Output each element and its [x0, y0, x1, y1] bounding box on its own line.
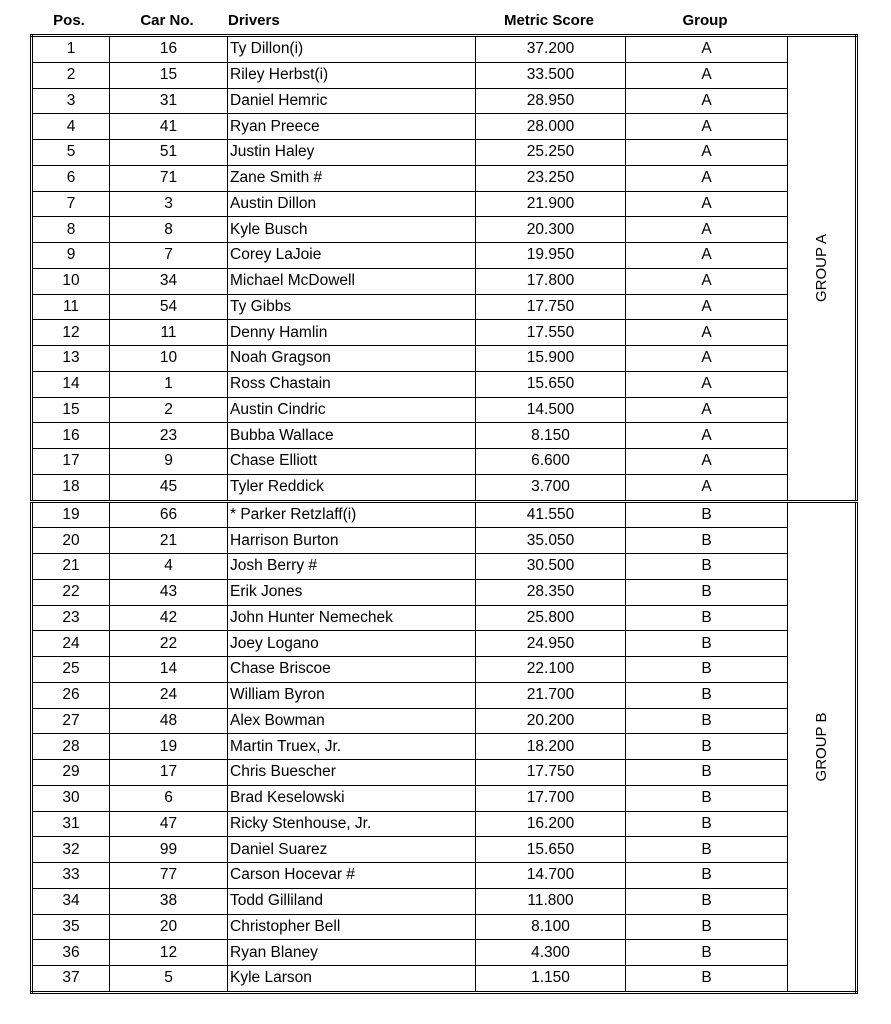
cell-driver: Tyler Reddick: [228, 474, 476, 501]
cell-pos: 22: [32, 579, 110, 605]
cell-driver: Chase Briscoe: [228, 657, 476, 683]
cell-metric-score: 24.950: [476, 631, 626, 657]
table-row: [32, 140, 857, 166]
cell-driver: Austin Cindric: [228, 397, 476, 423]
cell-group: A: [626, 474, 788, 501]
table-row: [32, 760, 857, 786]
cell-metric-score: 20.300: [476, 217, 626, 243]
cell-pos: 35: [32, 914, 110, 940]
cell-group: A: [626, 217, 788, 243]
cell-group: A: [626, 449, 788, 475]
cell-group: B: [626, 760, 788, 786]
cell-pos: 2: [32, 62, 110, 88]
cell-car-no: 4: [110, 554, 228, 580]
header-drivers: Drivers: [228, 12, 280, 29]
cell-metric-score: 23.250: [476, 165, 626, 191]
cell-metric-score: 16.200: [476, 811, 626, 837]
cell-group: A: [626, 36, 788, 63]
cell-metric-score: 19.950: [476, 243, 626, 269]
cell-car-no: 14: [110, 657, 228, 683]
cell-driver: John Hunter Nemechek: [228, 605, 476, 631]
cell-car-no: 43: [110, 579, 228, 605]
cell-group: A: [626, 346, 788, 372]
cell-car-no: 77: [110, 863, 228, 889]
cell-group: B: [626, 914, 788, 940]
cell-pos: 1: [32, 36, 110, 63]
cell-driver: Riley Herbst(i): [228, 62, 476, 88]
cell-pos: 20: [32, 528, 110, 554]
cell-group: B: [626, 579, 788, 605]
cell-pos: 36: [32, 940, 110, 966]
cell-car-no: 9: [110, 449, 228, 475]
table-row: [32, 657, 857, 683]
cell-group: B: [626, 785, 788, 811]
cell-group: B: [626, 811, 788, 837]
cell-car-no: 38: [110, 888, 228, 914]
cell-car-no: 12: [110, 940, 228, 966]
cell-driver: Harrison Burton: [228, 528, 476, 554]
cell-pos: 32: [32, 837, 110, 863]
cell-car-no: 10: [110, 346, 228, 372]
cell-pos: 24: [32, 631, 110, 657]
cell-group: A: [626, 140, 788, 166]
cell-metric-score: 35.050: [476, 528, 626, 554]
cell-metric-score: 15.650: [476, 837, 626, 863]
cell-car-no: 41: [110, 114, 228, 140]
cell-group: B: [626, 528, 788, 554]
cell-driver: Daniel Suarez: [228, 837, 476, 863]
standings-body: [32, 36, 857, 993]
table-row: [32, 682, 857, 708]
table-row: [32, 36, 857, 63]
table-header: [30, 10, 855, 32]
group-a-label-cell: [788, 36, 857, 502]
cell-metric-score: 1.150: [476, 966, 626, 993]
cell-group: A: [626, 423, 788, 449]
cell-car-no: 48: [110, 708, 228, 734]
cell-metric-score: 17.700: [476, 785, 626, 811]
cell-metric-score: 17.800: [476, 268, 626, 294]
table-row: [32, 528, 857, 554]
table-row: [32, 191, 857, 217]
cell-driver: Martin Truex, Jr.: [228, 734, 476, 760]
cell-pos: 21: [32, 554, 110, 580]
cell-pos: 28: [32, 734, 110, 760]
cell-group: B: [626, 966, 788, 993]
cell-metric-score: 17.750: [476, 294, 626, 320]
cell-car-no: 6: [110, 785, 228, 811]
cell-car-no: 8: [110, 217, 228, 243]
cell-driver: Austin Dillon: [228, 191, 476, 217]
table-row: [32, 554, 857, 580]
table-row: [32, 579, 857, 605]
cell-metric-score: 17.550: [476, 320, 626, 346]
cell-driver: Carson Hocevar #: [228, 863, 476, 889]
cell-metric-score: 21.900: [476, 191, 626, 217]
cell-group: B: [626, 734, 788, 760]
table-row: [32, 217, 857, 243]
cell-driver: Kyle Larson: [228, 966, 476, 993]
cell-pos: 3: [32, 88, 110, 114]
cell-metric-score: 15.900: [476, 346, 626, 372]
cell-car-no: 1: [110, 371, 228, 397]
cell-metric-score: 33.500: [476, 62, 626, 88]
table-row: [32, 940, 857, 966]
cell-pos: 34: [32, 888, 110, 914]
cell-pos: 37: [32, 966, 110, 993]
cell-driver: Joey Logano: [228, 631, 476, 657]
cell-group: B: [626, 863, 788, 889]
cell-car-no: 24: [110, 682, 228, 708]
table-row: [32, 631, 857, 657]
cell-group: B: [626, 631, 788, 657]
table-row: [32, 88, 857, 114]
cell-pos: 5: [32, 140, 110, 166]
cell-car-no: 11: [110, 320, 228, 346]
cell-driver: Chris Buescher: [228, 760, 476, 786]
cell-metric-score: 4.300: [476, 940, 626, 966]
cell-pos: 6: [32, 165, 110, 191]
cell-metric-score: 14.700: [476, 863, 626, 889]
cell-group: B: [626, 605, 788, 631]
cell-pos: 23: [32, 605, 110, 631]
cell-metric-score: 28.350: [476, 579, 626, 605]
cell-car-no: 66: [110, 501, 228, 528]
cell-driver: Ricky Stenhouse, Jr.: [228, 811, 476, 837]
cell-car-no: 45: [110, 474, 228, 501]
cell-driver: William Byron: [228, 682, 476, 708]
group-a-label: GROUP A: [812, 234, 830, 303]
cell-metric-score: 28.000: [476, 114, 626, 140]
cell-group: A: [626, 320, 788, 346]
cell-driver: Ty Dillon(i): [228, 36, 476, 63]
cell-group: A: [626, 268, 788, 294]
group-b-label-cell: [788, 501, 857, 992]
cell-pos: 13: [32, 346, 110, 372]
cell-pos: 17: [32, 449, 110, 475]
cell-driver: Bubba Wallace: [228, 423, 476, 449]
cell-driver: Michael McDowell: [228, 268, 476, 294]
cell-driver: Denny Hamlin: [228, 320, 476, 346]
cell-car-no: 34: [110, 268, 228, 294]
cell-driver: Ross Chastain: [228, 371, 476, 397]
table-row: [32, 320, 857, 346]
cell-metric-score: 14.500: [476, 397, 626, 423]
cell-car-no: 21: [110, 528, 228, 554]
cell-car-no: 17: [110, 760, 228, 786]
cell-group: A: [626, 397, 788, 423]
cell-pos: 18: [32, 474, 110, 501]
cell-driver: Justin Haley: [228, 140, 476, 166]
cell-pos: 25: [32, 657, 110, 683]
cell-driver: Noah Gragson: [228, 346, 476, 372]
cell-metric-score: 15.650: [476, 371, 626, 397]
cell-car-no: 42: [110, 605, 228, 631]
cell-car-no: 47: [110, 811, 228, 837]
cell-group: B: [626, 940, 788, 966]
cell-group: B: [626, 888, 788, 914]
cell-pos: 7: [32, 191, 110, 217]
cell-driver: Christopher Bell: [228, 914, 476, 940]
table-row: [32, 888, 857, 914]
cell-group: A: [626, 165, 788, 191]
cell-metric-score: 41.550: [476, 501, 626, 528]
cell-driver: Corey LaJoie: [228, 243, 476, 269]
cell-car-no: 3: [110, 191, 228, 217]
table-row: [32, 734, 857, 760]
table-row: [32, 863, 857, 889]
table-row: [32, 62, 857, 88]
table-row: [32, 837, 857, 863]
header-car-no: Car No.: [140, 12, 194, 29]
cell-driver: Alex Bowman: [228, 708, 476, 734]
header-group: Group: [682, 12, 728, 29]
cell-car-no: 15: [110, 62, 228, 88]
cell-pos: 10: [32, 268, 110, 294]
cell-metric-score: 20.200: [476, 708, 626, 734]
cell-car-no: 19: [110, 734, 228, 760]
cell-pos: 29: [32, 760, 110, 786]
cell-metric-score: 8.100: [476, 914, 626, 940]
cell-driver: Brad Keselowski: [228, 785, 476, 811]
cell-metric-score: 8.150: [476, 423, 626, 449]
cell-driver: Ty Gibbs: [228, 294, 476, 320]
table-row: [32, 268, 857, 294]
cell-pos: 12: [32, 320, 110, 346]
cell-driver: Zane Smith #: [228, 165, 476, 191]
cell-pos: 8: [32, 217, 110, 243]
cell-car-no: 99: [110, 837, 228, 863]
table-row: [32, 914, 857, 940]
cell-group: B: [626, 837, 788, 863]
cell-group: A: [626, 191, 788, 217]
cell-group: A: [626, 371, 788, 397]
cell-metric-score: 11.800: [476, 888, 626, 914]
cell-car-no: 54: [110, 294, 228, 320]
cell-pos: 30: [32, 785, 110, 811]
header-metric-score: Metric Score: [503, 12, 595, 29]
table-row: [32, 346, 857, 372]
table-row: [32, 114, 857, 140]
cell-metric-score: 21.700: [476, 682, 626, 708]
cell-driver: Erik Jones: [228, 579, 476, 605]
cell-group: B: [626, 554, 788, 580]
cell-car-no: 16: [110, 36, 228, 63]
cell-car-no: 23: [110, 423, 228, 449]
cell-pos: 4: [32, 114, 110, 140]
cell-metric-score: 37.200: [476, 36, 626, 63]
cell-metric-score: 3.700: [476, 474, 626, 501]
cell-pos: 16: [32, 423, 110, 449]
cell-pos: 14: [32, 371, 110, 397]
cell-group: A: [626, 62, 788, 88]
cell-driver: Ryan Blaney: [228, 940, 476, 966]
cell-car-no: 71: [110, 165, 228, 191]
cell-driver: Josh Berry #: [228, 554, 476, 580]
cell-group: A: [626, 243, 788, 269]
cell-group: A: [626, 114, 788, 140]
cell-metric-score: 30.500: [476, 554, 626, 580]
cell-car-no: 51: [110, 140, 228, 166]
table-row: [32, 966, 857, 993]
cell-group: A: [626, 88, 788, 114]
cell-group: B: [626, 501, 788, 528]
cell-pos: 9: [32, 243, 110, 269]
table-row: [32, 785, 857, 811]
cell-driver: * Parker Retzlaff(i): [228, 501, 476, 528]
cell-pos: 27: [32, 708, 110, 734]
table-row: [32, 501, 857, 528]
cell-metric-score: 22.100: [476, 657, 626, 683]
table-row: [32, 605, 857, 631]
cell-group: B: [626, 708, 788, 734]
group-b-label: GROUP B: [812, 712, 830, 782]
cell-pos: 19: [32, 501, 110, 528]
cell-car-no: 5: [110, 966, 228, 993]
cell-pos: 31: [32, 811, 110, 837]
cell-metric-score: 17.750: [476, 760, 626, 786]
cell-driver: Daniel Hemric: [228, 88, 476, 114]
header-pos: Pos.: [53, 12, 85, 29]
cell-driver: Ryan Preece: [228, 114, 476, 140]
cell-metric-score: 6.600: [476, 449, 626, 475]
table-row: [32, 371, 857, 397]
cell-car-no: 7: [110, 243, 228, 269]
cell-metric-score: 28.950: [476, 88, 626, 114]
table-row: [32, 449, 857, 475]
cell-car-no: 31: [110, 88, 228, 114]
cell-pos: 15: [32, 397, 110, 423]
cell-pos: 33: [32, 863, 110, 889]
cell-driver: Todd Gilliland: [228, 888, 476, 914]
cell-pos: 11: [32, 294, 110, 320]
cell-group: A: [626, 294, 788, 320]
standings-table-wrap: [30, 34, 855, 994]
cell-metric-score: 25.250: [476, 140, 626, 166]
table-row: [32, 165, 857, 191]
table-row: [32, 708, 857, 734]
cell-car-no: 2: [110, 397, 228, 423]
table-row: [32, 294, 857, 320]
cell-driver: Kyle Busch: [228, 217, 476, 243]
cell-group: B: [626, 657, 788, 683]
cell-car-no: 22: [110, 631, 228, 657]
cell-metric-score: 18.200: [476, 734, 626, 760]
cell-group: B: [626, 682, 788, 708]
table-row: [32, 423, 857, 449]
table-row: [32, 811, 857, 837]
table-row: [32, 474, 857, 501]
cell-pos: 26: [32, 682, 110, 708]
cell-car-no: 20: [110, 914, 228, 940]
table-row: [32, 243, 857, 269]
cell-metric-score: 25.800: [476, 605, 626, 631]
cell-driver: Chase Elliott: [228, 449, 476, 475]
table-row: [32, 397, 857, 423]
standings-table: [30, 34, 858, 994]
